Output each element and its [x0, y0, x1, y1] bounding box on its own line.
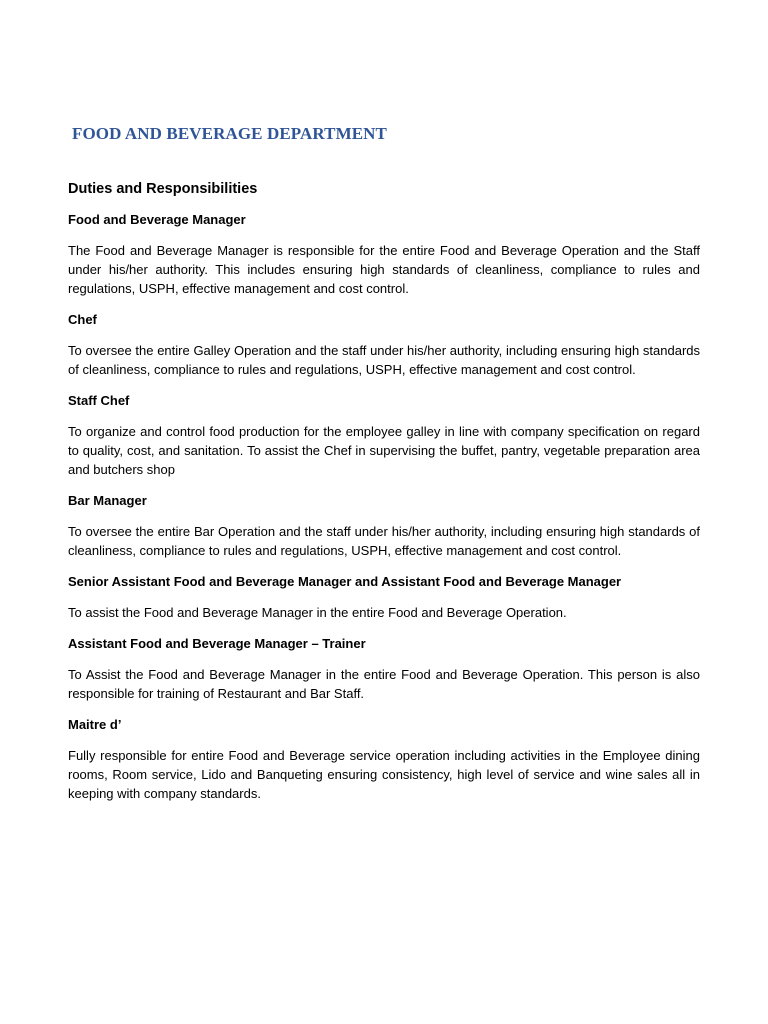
- role-section-maitre-d: [68, 715, 700, 803]
- role-section-bar-manager: [68, 491, 700, 560]
- role-description: To organize and control food production for the employee galley in line with company specification on regard to quality, cost, and sanitation. To assist the Chef in supervising the buffet, pantry, vegetable preparation area and butchers shop: [68, 424, 700, 477]
- role-title: Assistant Food and Beverage Manager – Trainer: [68, 636, 366, 651]
- role-section-food-beverage-manager: [68, 210, 700, 298]
- role-section-senior-assistant-fb-manager: [68, 572, 700, 622]
- role-description: To oversee the entire Bar Operation and the staff under his/her authority, including ensuring high standards of cleanliness, compliance to rules and regulations, USPH, effective management and cost control.: [68, 524, 700, 558]
- role-description: Fully responsible for entire Food and Beverage service operation including activities in the Employee dining rooms, Room service, Lido and Banqueting ensuring consistency, high level of service and wine sales all in keeping with company standards.: [68, 748, 700, 801]
- role-description: To assist the Food and Beverage Manager in the entire Food and Beverage Operation.: [68, 605, 567, 620]
- role-section-chef: [68, 310, 700, 379]
- role-title: Bar Manager: [68, 493, 147, 508]
- role-description: To Assist the Food and Beverage Manager in the entire Food and Beverage Operation. This person is also responsible for training of Restaurant and Bar Staff.: [68, 667, 700, 701]
- role-title: Food and Beverage Manager: [68, 212, 246, 227]
- role-title: Maitre d’: [68, 717, 122, 732]
- role-description: The Food and Beverage Manager is responsible for the entire Food and Beverage Operation and the Staff under his/her authority. This includes ensuring high standards of cleanliness, compliance to rules and regulations, USPH, effective management and cost control.: [68, 243, 700, 296]
- document-body: [68, 180, 700, 815]
- role-section-assistant-fb-manager-trainer: [68, 634, 700, 703]
- section-heading: Duties and Responsibilities: [68, 181, 258, 197]
- role-title: Senior Assistant Food and Beverage Manager and Assistant Food and Beverage Manager: [68, 574, 622, 589]
- role-title: Staff Chef: [68, 393, 130, 408]
- role-description: To oversee the entire Galley Operation and the staff under his/her authority, including ensuring high standards of cleanliness, compliance to rules and regulations, USPH, effective management and cost control.: [68, 343, 700, 377]
- role-section-staff-chef: [68, 391, 700, 479]
- department-title: FOOD AND BEVERAGE DEPARTMENT: [72, 124, 387, 143]
- role-title: Chef: [68, 312, 97, 327]
